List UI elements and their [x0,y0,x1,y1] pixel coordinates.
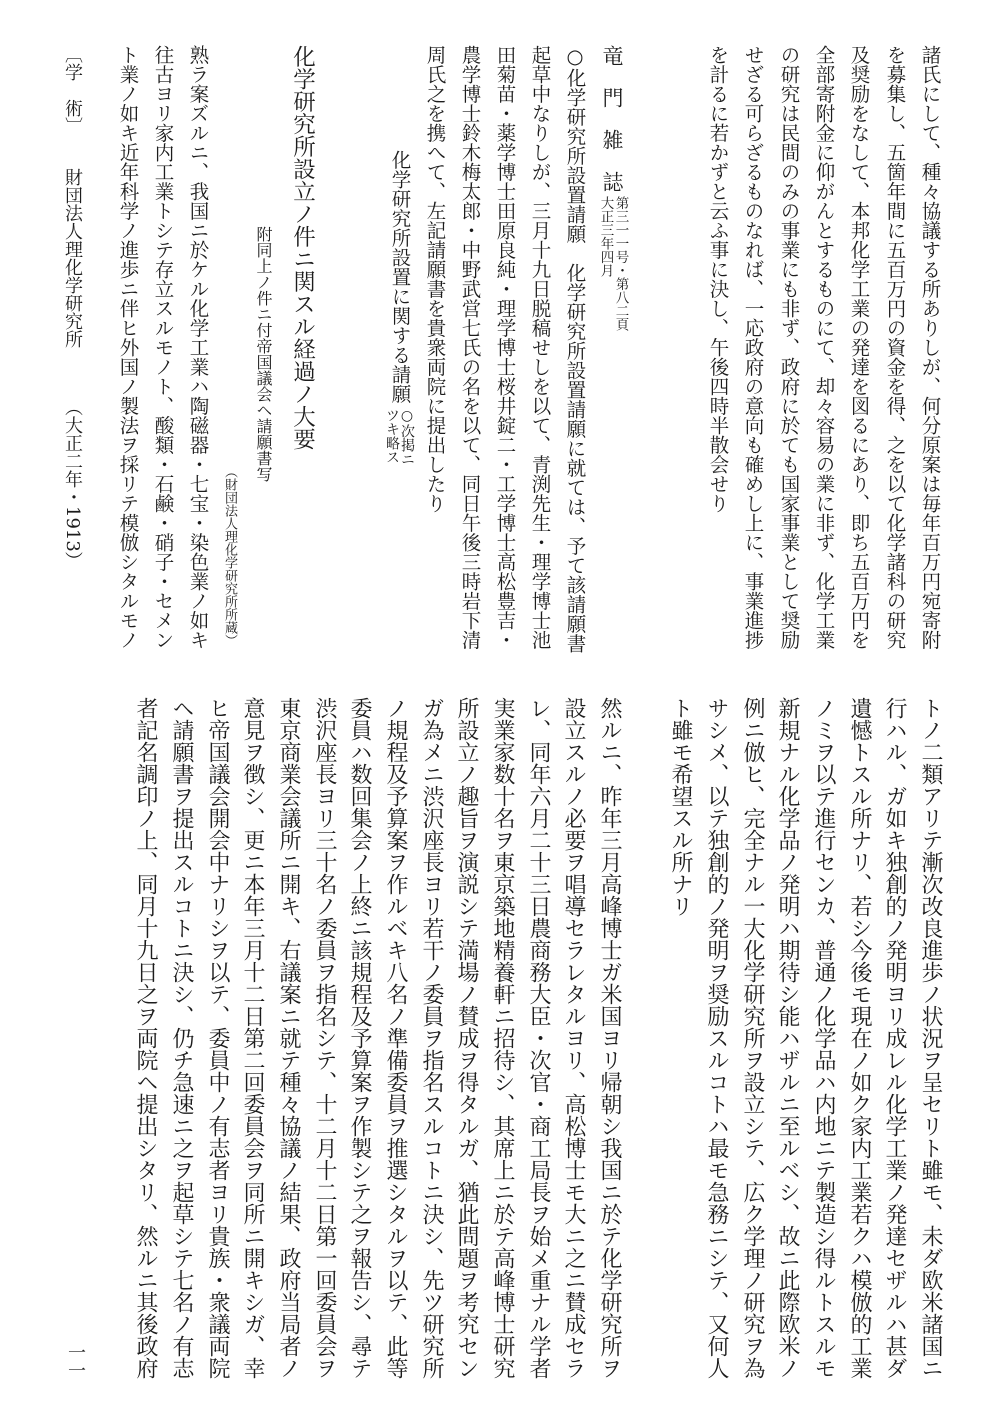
petition-note-right: ○次掲ニ [399,408,415,466]
body-text-column: 所設立ノ趣旨ヲ演説シテ満場ノ賛成ヲ得タルガ、猶此問題ヲ考究セン [454,697,479,1379]
body-text-column: 設立スルノ必要ヲ唱導セラレタルヨリ、高松博士モ大ニ之ニ賛成セラ [561,697,586,1379]
body-text-column: 田菊苗・薬学博士田原良純・理学博士桜井錠二・工学博士高松豊吉・ [493,45,517,650]
body-text-column: 意見ヲ徴シ、更ニ本年三月十二日第二回委員会ヲ同所ニ開キシガ、幸 [240,697,265,1379]
footer-entity: 財団法人理化学研究所 [62,168,83,348]
petition-note-left: ツキ略ス [384,408,400,464]
body-text-column: の研究は民間のみの事業にも非ず、政府に於ても国家事業として奨励 [777,45,801,650]
body-text-column: サシメ、以テ独創的ノ発明ヲ奨励スルコトハ最モ急務ニシテ、又何人 [704,697,729,1379]
document-title: 化学研究所設立ノ件ニ関スル経過ノ大要 [289,45,316,450]
body-text-column: ノ規程及予算案ヲ作ルベキ八名ノ準備委員ヲ推選シタルヲ以テ、此等 [383,697,408,1379]
body-text-column: レ、同年六月二十三日農商務大臣・次官・商工局長ヲ始メ重ナル学者 [526,697,551,1379]
journal-issue-note: 第三一一号・第八二頁 [612,196,629,331]
body-text-column: 諸氏にして、種々協議する所ありしが、何分原案は毎年百万円宛寄附 [918,45,942,650]
page-number: 一一 [65,1343,86,1379]
body-text-column: 周氏之を携へて、左記請願書を貴衆両院に提出したり [423,45,447,513]
body-text-column: 委員ハ数回集会ノ上終ニ該規程及予算案ヲ作製シテ之ヲ報告シ、尋テ [347,697,372,1379]
body-text-column: ノミヲ以テ進行センカ、普通ノ化学品ハ内地ニテ製造シ得ルトスルモ [811,697,836,1379]
body-text-column: 遺憾トスル所ナリ、若シ今後モ現在ノ如ク家内工業若クハ模倣的工業 [847,697,872,1379]
body-text-column: ガ為メニ渋沢座長ヨリ若干ノ委員ヲ指名スルコトニ決シ、先ツ研究所 [419,697,444,1379]
body-text-column: ヒ帝国議会開会中ナリシヲ以テ、委員中ノ有志者ヨリ貴族・衆議両院 [205,697,230,1379]
body-text-column: 実業家数十名ヲ東京築地精養軒ニ招待シ、其席上ニ於テ高峰博士研究 [490,697,515,1379]
body-text-column: 起草中なりしが、三月十九日脱稿せしを以て、青渕先生・理学博士池 [528,45,552,650]
journal-date-note: 大正三年四月 [597,196,614,277]
body-text-column: 及奨励をなして、本邦化学工業の発達を図るにあり、即ち五百万円を [847,45,871,650]
body-text-column: ト業ノ如キ近年科学ノ進歩ニ伴ヒ外国ノ製法ヲ採リテ模倣シタルモノ [116,45,140,650]
body-text-column: ト雖モ希望スル所ナリ [668,697,693,917]
body-text-column: 例ニ倣ヒ、完全ナル一大化学研究所ヲ設立シテ、広ク学理ノ研究ヲ為 [740,697,765,1379]
body-text-column: 農学博士鈴木梅太郎・中野武営七氏の名を以て、同日午後三時岩下清 [458,45,482,650]
footer-section: 〔学 術〕 [62,45,83,135]
footer-date: （大正二年・1913） [62,398,83,570]
petition-title: 化学研究所設置に関する請願 [388,150,412,404]
body-text-column: 東京商業会議所ニ開キ、右議案ニ就テ種々協議ノ結果、政府当局者ノ [276,697,301,1379]
body-text-column: 往古ヨリ家内工業トシテ存立スルモノト、酸類・石鹸・硝子・セメン [151,45,175,650]
body-text-column: を計るに若かずと云ふ事に決し、午後四時半散会せり [706,45,730,513]
body-text-column: せざる可らざるものなれば、一応政府の意向も確めし上に、事業進捗 [741,45,765,650]
body-text-column: 新規ナル化学品ノ発明ハ期待シ能ハザルニ至ルベシ、故ニ此際欧米ノ [775,697,800,1379]
document-subtitle: 附同上ノ件ニ付帝国議会ヘ請願書写 [254,226,273,482]
body-text-column: 行ハル、ガ如キ独創的ノ発明ヨリ成レル化学工業ノ発達セザルハ甚ダ [882,697,907,1379]
body-text-column: 者記名調印ノ上、同月十九日之ヲ両院ヘ提出シタリ、然ルニ其後政府 [133,697,158,1379]
body-text-column: トノ二類アリテ漸次改良進歩ノ状況ヲ呈セリト雖モ、未ダ欧米諸国ニ [918,697,943,1379]
body-text-column: 熟ラ案ズルニ、我国ニ於ケル化学工業ハ陶磁器・七宝・染色業ノ如キ [186,45,210,650]
journal-heading: 竜 門 雑 誌 [600,45,624,192]
body-text-column: ○化学研究所設置請願 化学研究所設置請願に就ては、予て該請願書 [563,45,587,653]
body-text-column: ヘ請願書ヲ提出スルコトニ決シ、仍チ急速ニ之ヲ起草シテ七名ノ有志 [169,697,194,1379]
body-text-column: 渋沢座長ヨリ三十名ノ委員ヲ指名シテ、十二月十二日第一回委員会ヲ [312,697,337,1379]
body-text-column: 全部寄附金に仰がんとするものにて、却々容易の業に非ず、化学工業 [812,45,836,650]
body-text-column: 然ルニ、昨年三月高峰博士ガ米国ヨリ帰朝シ我国ニ於テ化学研究所ヲ [597,697,622,1379]
body-text-column: を募集し、五箇年間に五百万円の資金を得、之を以て化学諸科の研究 [883,45,907,650]
document-source: （財団法人理化学研究所所蔵） [222,465,237,647]
